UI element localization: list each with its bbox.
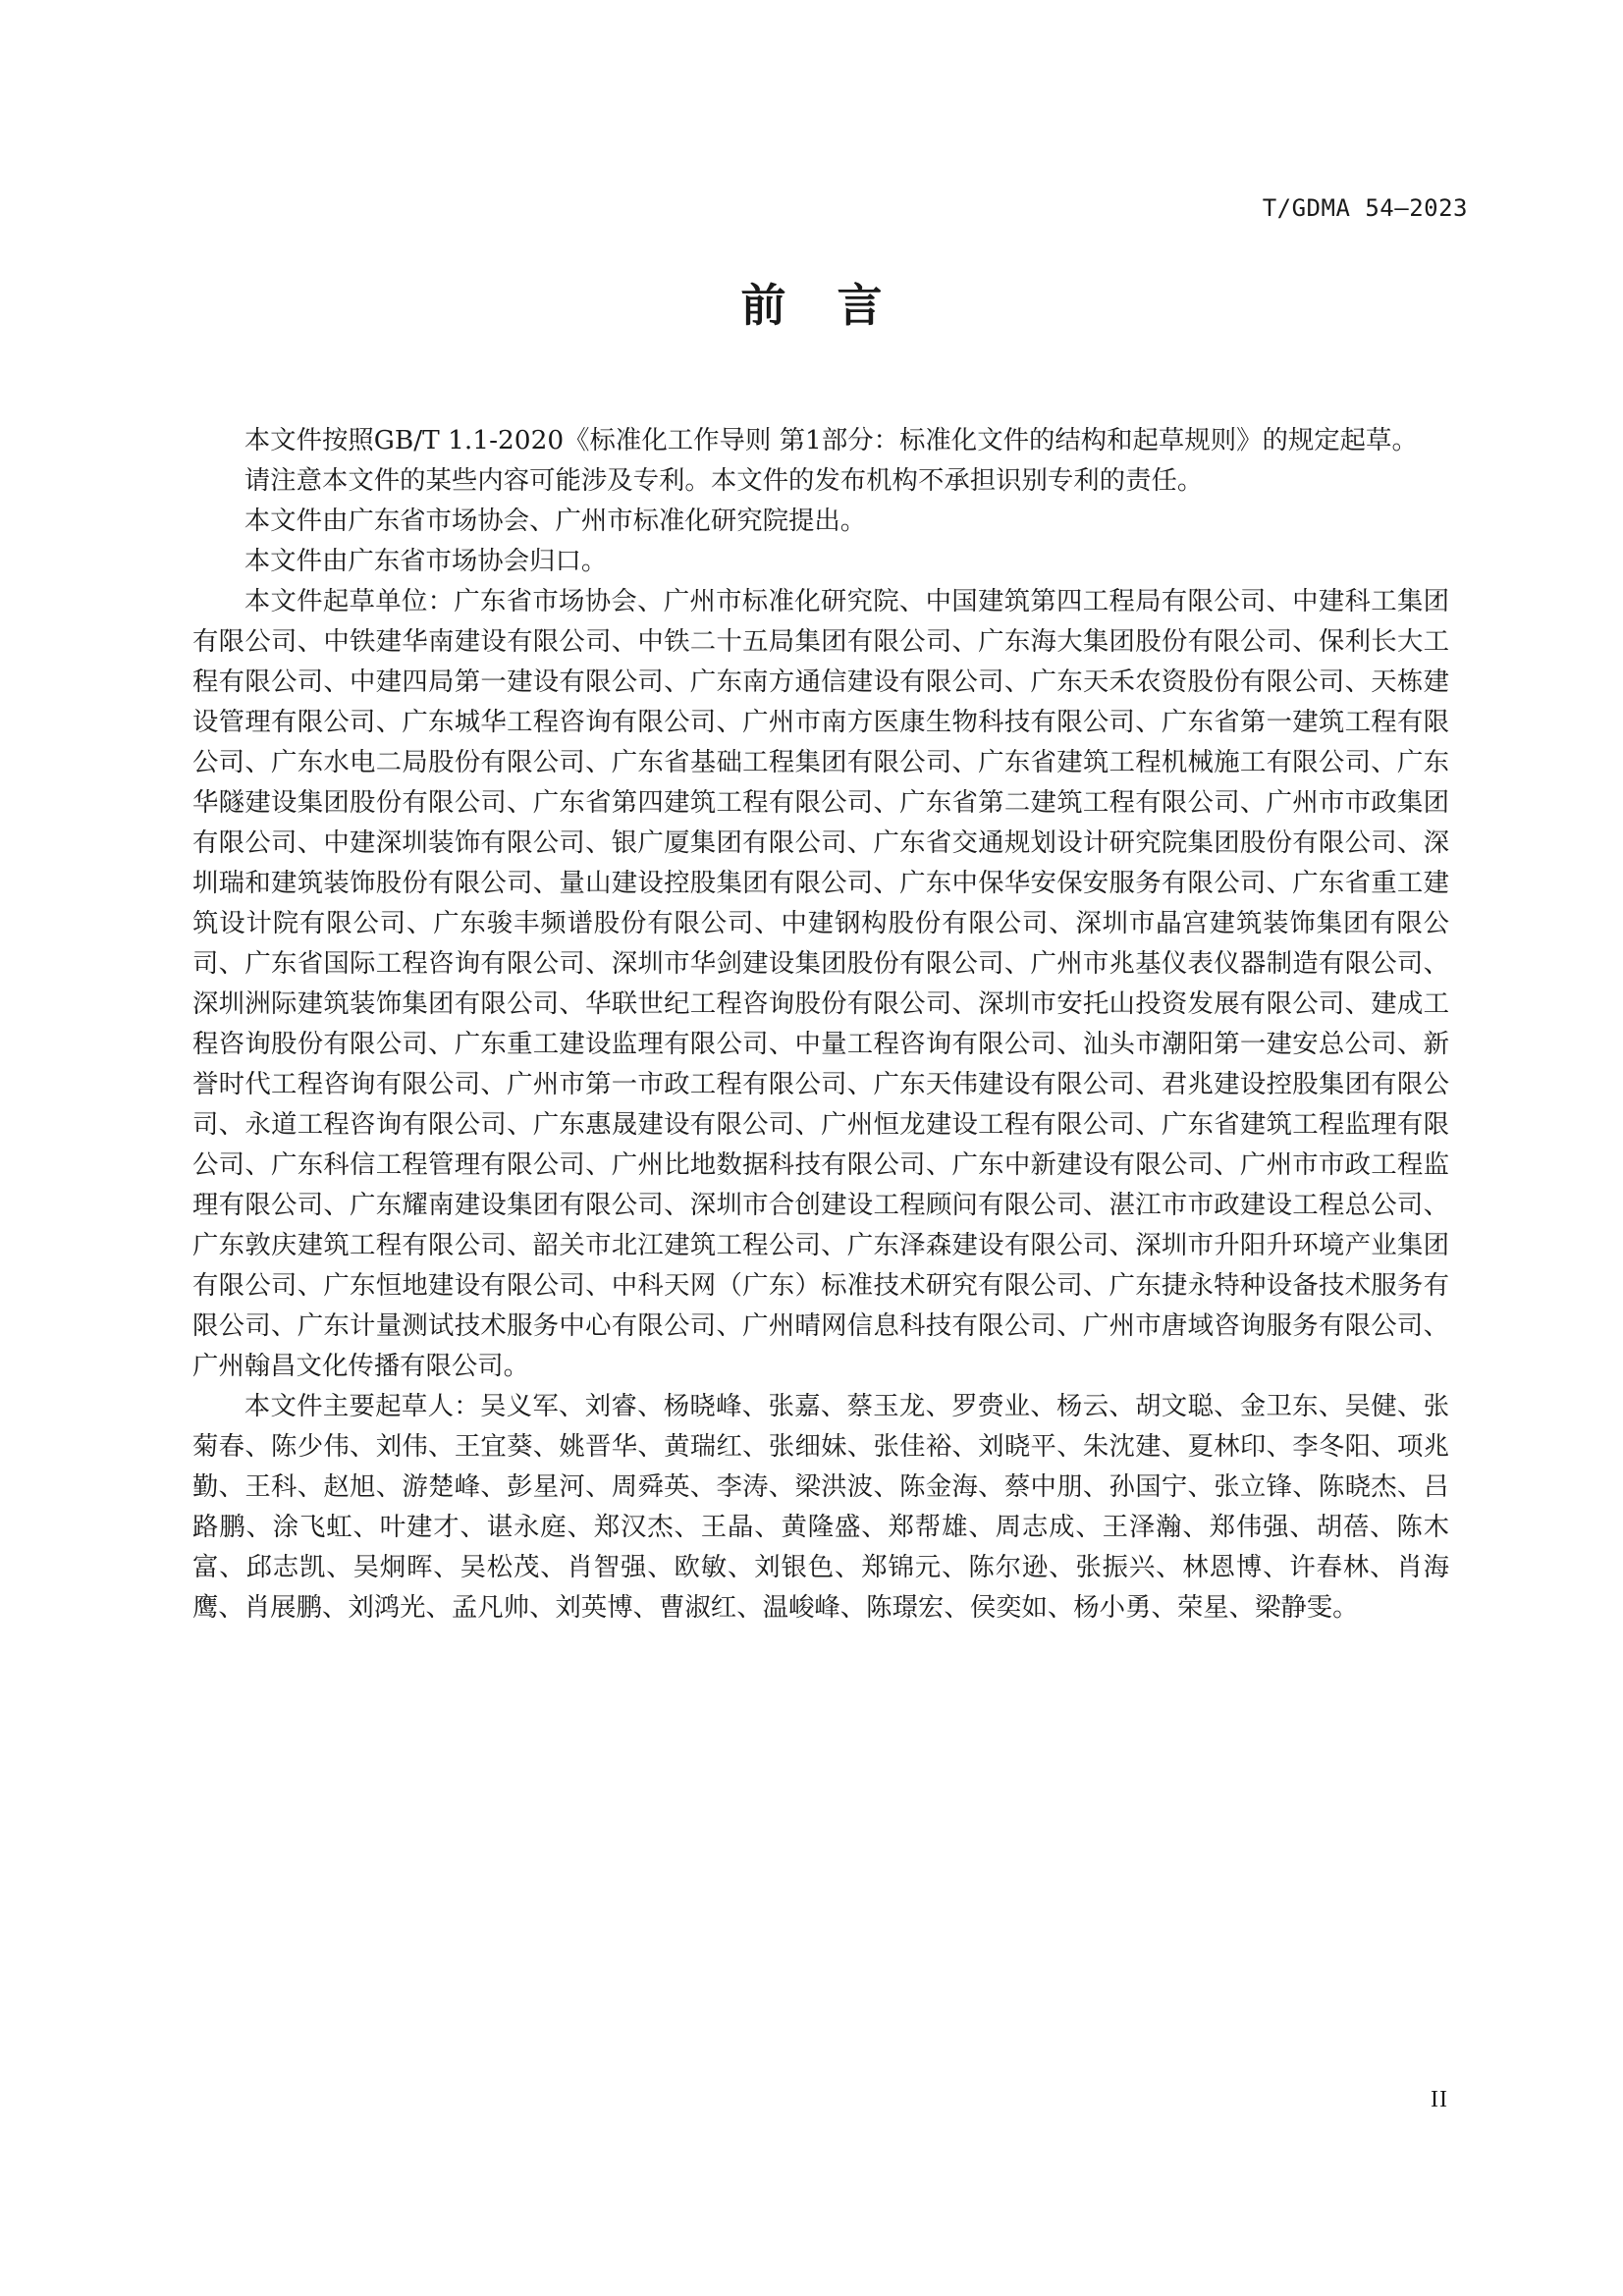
foreword-body bbox=[192, 420, 1449, 1628]
paragraph-proposer: 本文件由广东省市场协会、广州市标准化研究院提出。 bbox=[243, 506, 867, 536]
page-title: 前言 bbox=[740, 279, 934, 332]
paragraph-drafting-rules: 本文件按照GB/T 1.1-2020《标准化工作导则 第1部分：标准化文件的结构和起草规则》的规定起草。 bbox=[243, 425, 1418, 455]
paragraph-patent-notice: 请注意本文件的某些内容可能涉及专利。本文件的发布机构不承担识别专利的责任。 bbox=[243, 465, 1204, 496]
paragraph-drafters: 本文件主要起草人：吴义军、刘睿、杨晓峰、张嘉、蔡玉龙、罗赍业、杨云、胡文聪、金卫东、吴健、张菊春、陈少伟、刘伟、王宜葵、姚晋华、黄瑞红、张细妹、张佳裕、刘晓平、朱沈建、夏林印、李冬阳、项兆勤、王科、赵旭、游楚峰、彭星河、周舜英、李涛、梁洪波、陈金海、蔡中朋、孙国宁、张立锋、陈晓杰、吕路鹏、涂飞虹、叶建才、谌永庭、郑汉杰、王晶、黄隆盛、郑帮雄、周志成、王泽瀚、郑伟强、胡蓓、陈木富、邱志凯、吴炯晖、吴松茂、肖智强、欧敏、刘银色、郑锦元、陈尔逊、张振兴、林恩博、许春林、肖海鹰、肖展鹏、刘鸿光、孟凡帅、刘英博、曹淑红、温峻峰、陈璟宏、侯奕如、杨小勇、荣星、梁静雯。 bbox=[192, 1391, 1449, 1623]
page-number: II bbox=[1431, 2087, 1448, 2112]
document-code: T/GDMA 54—2023 bbox=[1262, 194, 1468, 222]
paragraph-drafting-units: 本文件起草单位：广东省市场协会、广州市标准化研究院、中国建筑第四工程局有限公司、中建科工集团有限公司、中铁建华南建设有限公司、中铁二十五局集团有限公司、广东海大集团股份有限公司、保利长大工程有限公司、中建四局第一建设有限公司、广东南方通信建设有限公司、广东天禾农资股份有限公司、天栋建设管理有限公司、广东城华工程咨询有限公司、广州市南方医康生物科技有限公司、广东省第一建筑工程有限公司、广东水电二局股份有限公司、广东省基础工程集团有限公司、广东省建筑工程机械施工有限公司、广东华隧建设集团股份有限公司、广东省第四建筑工程有限公司、广东省第二建筑工程有限公司、广州市市政集团有限公司、中建深圳装饰有限公司、银广厦集团有限公司、广东省交通规划设计研究院集团股份有限公司、深圳瑞和建筑装饰股份有限公司、量山建设控股集团有限公司、广东中保华安保安服务有限公司、广东省重工建筑设计院有限公司、广东骏丰频谱股份有限公司、中建钢构股份有限公司、深圳市晶宫建筑装饰集团有限公司、广东省国际工程咨询有限公司、深圳市华剑建设集团股份有限公司、广州市兆基仪表仪器制造有限公司、深圳洲际建筑装饰集团有限公司、华联世纪工程咨询股份有限公司、深圳市安托山投资发展有限公司、建成工程咨询股份有限公司、广东重工建设监理有限公司、中量工程咨询有限公司、汕头市潮阳第一建安总公司、新誉时代工程咨询有限公司、广州市第一市政工程有限公司、广东天伟建设有限公司、君兆建设控股集团有限公司、永道工程咨询有限公司、广东惠晟建设有限公司、广州恒龙建设工程有限公司、广东省建筑工程监理有限公司、广东科信工程管理有限公司、广州比地数据科技有限公司、广东中新建设有限公司、广州市市政工程监理有限公司、广东耀南建设集团有限公司、深圳市合创建设工程顾问有限公司、湛江市市政建设工程总公司、广东敦庆建筑工程有限公司、韶关市北江建筑工程公司、广东泽森建设有限公司、深圳市升阳升环境产业集团有限公司、广东恒地建设有限公司、中科天网（广东）标准技术研究有限公司、广东捷永特种设备技术服务有限公司、广东计量测试技术服务中心有限公司、广州晴网信息科技有限公司、广州市唐域咨询服务有限公司、广州翰昌文化传播有限公司。 bbox=[192, 586, 1449, 1381]
paragraph-centralized-by: 本文件由广东省市场协会归口。 bbox=[243, 546, 608, 576]
